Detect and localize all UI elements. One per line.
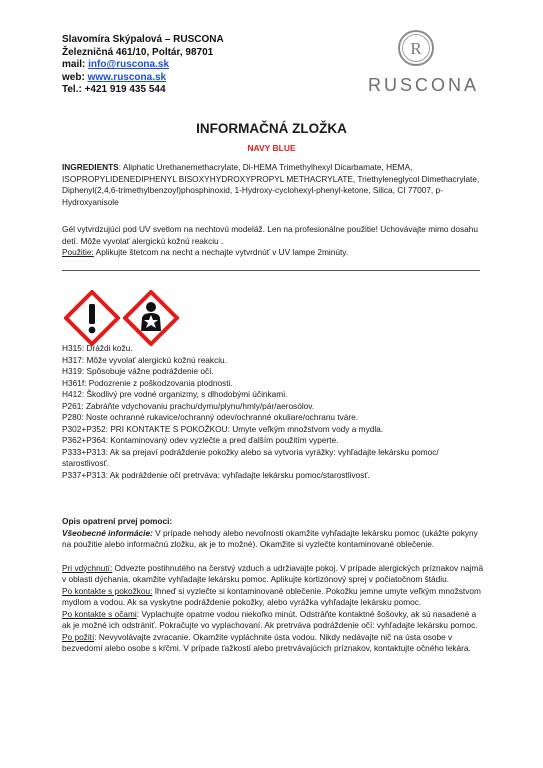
logo-letter: R [410,39,422,58]
first-aid-inhalation [62,563,487,586]
first-aid-skin [62,586,487,609]
ingest-label: Po požití [62,631,95,642]
company-name: Slavomíra Skýpalová – RUSCONA [62,34,224,45]
skin-label: Po kontakte s pokožkou: [62,585,153,596]
description-section [62,224,482,259]
first-aid-ingestion [62,632,487,655]
company-web: web: www.ruscona.sk [62,71,167,83]
first-aid-heading: Opis opatrení prvej pomoci: [62,516,173,526]
ghs-exclamation-icon [64,290,120,346]
section-divider [62,270,480,271]
usage-label: Použitie: [62,247,94,257]
hazard-statements [62,343,487,481]
inhale-label: Pri vdýchnutí: [62,562,113,573]
usage-line [62,247,482,259]
hazard-line: P337+P313: Ak podráždenie očí pretrváva: vyhľadajte lekársku pomoc/starostlivosť. [62,469,370,480]
document-title: INFORMAČNÁ ZLOŽKA [196,121,347,136]
general-text: V prípade nehody alebo nevoľnosti okamžite vyhľadajte lekársku pomoc (ukážte pokyny na použitie alebo informačnú zložku, ak je to možné). Okamžite si vyzlečte kontaminované oblečenie. [62,527,478,549]
first-aid-section [62,516,487,655]
ingest-text: : Nevyvolávajte zvracanie. Okamžite vypláchnite ústa vodou. Nikdy nedávajte nič na ústa osobe v bezvedomí alebo osobe s kŕčmi. V prípade ťažkostí alebo pretrvávajúcich príznakov, kontaktujte očného lekára. [62,631,471,653]
company-address: Železničná 461/10, Poltár, 98701 [62,46,214,58]
usage-text: Aplikujte štetcom na necht a nechajte vytvrdnúť v UV lampe 2minúty. [93,247,349,257]
hazard-line: H319: Spôsobuje vážne podráždenie očí. [62,366,214,376]
ingredients-label: INGREDIENTS [62,162,119,172]
company-phone: Tel.: +421 919 435 544 [62,84,166,96]
inhale-text: Odvezte postihnutého na čerstvý vzduch a udržiavajte pokoj. V prípade alergických príznakov najmä v oblasti dýchania, okamžite vyhľadajte lekársku pomoc. Aplikujte kortizónový sprej v počiatočnom štádiu. [62,562,484,584]
company-mail: mail: info@ruscona.sk [62,59,170,71]
product-name: NAVY BLUE [247,143,296,153]
first-aid-general [62,528,487,551]
company-info [62,34,224,97]
logo-emblem-icon [396,28,436,68]
hazard-line: P333+P313: Ak sa prejaví podráždenie pokožky alebo sa vytvoria vyrážky: vyhľadajte lekársku pomoc/ starostlivosť. [62,446,439,468]
hazard-line: H361f: Podozrenie z poškodzovania plodnosti. [62,377,233,388]
hazard-line: H315: Dráždi kožu. [62,343,133,353]
ghs-health-hazard-icon [123,290,179,346]
hazard-line: H412: Škodlivý pre vodné organizmy, s dlhodobými účinkami. [62,389,288,399]
first-aid-eyes [62,609,487,632]
skin-text: Ihneď si vyzlečte si kontaminované oblečenie. Pokožku jemne umyte veľkým množstvom mydlom a vodou. Ak sa vyskytne podráždenie pokožky, alebo vyrážka vyhľadajte lekársku pomoc. [62,585,481,607]
ruscona-logo [368,28,480,96]
description-text: Gél vytvrdzujúci pod UV svetlom na nechtovú modeláž. Len na profesionálne použitie! Uchovávajte mimo dosahu detí. Môže vyvolať alergickú kožnú reakciu . [62,224,478,246]
general-label: Všeobecné informácie: [62,527,153,538]
hazard-line: P302+P352: PRI KONTAKTE S POKOŽKOU: Umyte veľkým množstvom vody a mydla. [62,423,384,434]
web-link[interactable]: www.ruscona.sk [87,71,167,83]
hazard-line: H317: Môže vyvolať alergickú kožnú reakciu. [62,354,227,365]
hazard-line: P261: Zabráňte vdychovaniu prachu/dymu/plynu/hmly/pár/aerosólov. [62,400,315,411]
eyes-text: : Vyplachujte opatrne vodou niekoľko minút. Odstráňte kontaktné šošovky, ak sú nasadené a ak je možné ich odstrániť. Pokračujte vo vyplachovaní. Ak pretrváva podráždenie očí: vyhľadajte lekársku pomoc. [62,608,478,630]
hazard-line: P362+P364: Kontaminovaný odev vyzlečte a pred ďalším použitím vyperte. [62,435,339,445]
hazard-line: P280: Noste ochranné rukavice/ochranný odev/ochranné okuliare/ochranu tváre. [62,412,359,422]
ingredients-section [62,162,482,208]
logo-brand: RUSCONA [368,75,480,95]
eyes-label: Po kontakte s očami [62,608,137,619]
ingredients-text: : Aliphatic Urethanemethacrylate, Di-HEMA Trimethylhexyl Dicarbamate, HEMA, ISOPROPYLIDENEDIPHENYL BISOXYHYDROXYPROPYL METHACRYLATE, Triethyleneglycol Dimethacrylate, Diphenyl(2,4,6-trimethylbenzoyl)phosphinoxid, 1-Hydroxy-cyclohexyl-phenyl-ketone, Silica, CI 77007, p-Hydroxyanisole [62,162,480,207]
mail-link[interactable]: info@ruscona.sk [88,59,170,71]
